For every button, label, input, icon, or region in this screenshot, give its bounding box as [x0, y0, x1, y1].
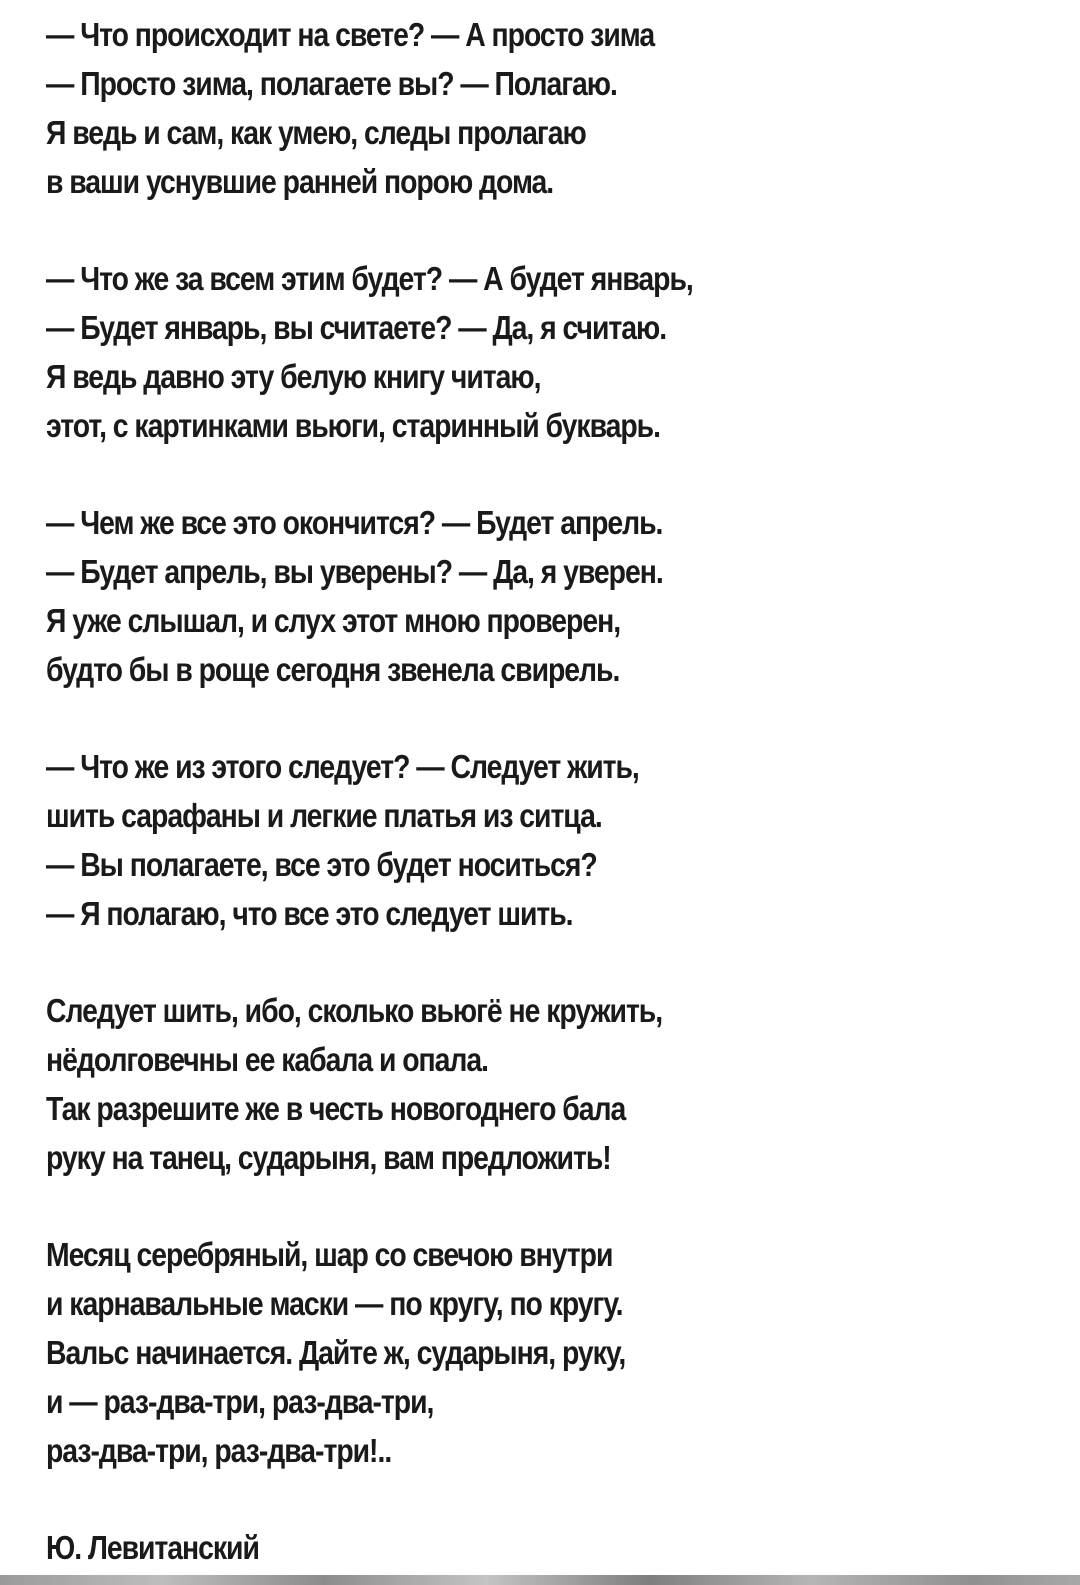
poem-line: и карнавальные маски — по кругу, по кругу. — [46, 1285, 623, 1322]
poem-line: — Я полагаю, что все это следует шить. — [46, 895, 573, 932]
stanza-5 — [46, 986, 693, 1182]
poem-line: раз-два-три, раз-два-три!.. — [46, 1432, 392, 1469]
poem-line: Вальс начинается. Дайте ж, сударыня, руку, — [46, 1334, 626, 1371]
poem-line: этот, с картинками вьюги, старинный букварь. — [46, 407, 660, 444]
poem-line: и — раз-два-три, раз-два-три, — [46, 1383, 434, 1420]
poem-text — [46, 10, 693, 1572]
poem-line: — Что же из этого следует? — Следует жить, — [46, 748, 639, 785]
poem-line: шить сарафаны и легкие платья из ситца. — [46, 797, 602, 834]
poem-line: Месяц серебряный, шар со свечою внутри — [46, 1236, 613, 1273]
poem-line: — Просто зима, полагаете вы? — Полагаю. — [46, 65, 617, 102]
photo-edge — [0, 1575, 1080, 1585]
poem-line: Я уже слышал, и слух этот мною проверен, — [46, 602, 621, 639]
poem-line: Следует шить, ибо, сколько вьюгё не кружить, — [46, 992, 663, 1029]
poem-line: — Вы полагаете, все это будет носиться? — [46, 846, 597, 883]
poem-line: будто бы в роще сегодня звенела свирель. — [46, 651, 620, 688]
stanza-2 — [46, 254, 693, 450]
poem-line: в ваши уснувшие ранней порою дома. — [46, 163, 554, 200]
poem-line: — Чем же все это окончится? — Будет апрель. — [46, 504, 663, 541]
stanza-4 — [46, 742, 693, 938]
stanza-6 — [46, 1230, 693, 1475]
poem-line: — Что происходит на свете? — А просто зима — [46, 16, 655, 53]
poem-line: Я ведь и сам, как умею, следы пролагаю — [46, 114, 586, 151]
poem-line: — Будет январь, вы считаете? — Да, я считаю. — [46, 309, 667, 346]
stanza-3 — [46, 498, 693, 694]
poem-author: Ю. Левитанский — [46, 1529, 259, 1566]
poem-line: Так разрешите же в честь новогоднего бала — [46, 1090, 626, 1127]
poem-line: — Что же за всем этим будет? — А будет январь, — [46, 260, 693, 297]
stanza-1 — [46, 10, 693, 206]
poem-line: руку на танец, сударыня, вам предложить! — [46, 1139, 611, 1176]
poem-line: — Будет апрель, вы уверены? — Да, я уверен. — [46, 553, 663, 590]
poem-line: Я ведь давно эту белую книгу читаю, — [46, 358, 541, 395]
poem-line: нёдолговечны ее кабала и опала. — [46, 1041, 489, 1078]
